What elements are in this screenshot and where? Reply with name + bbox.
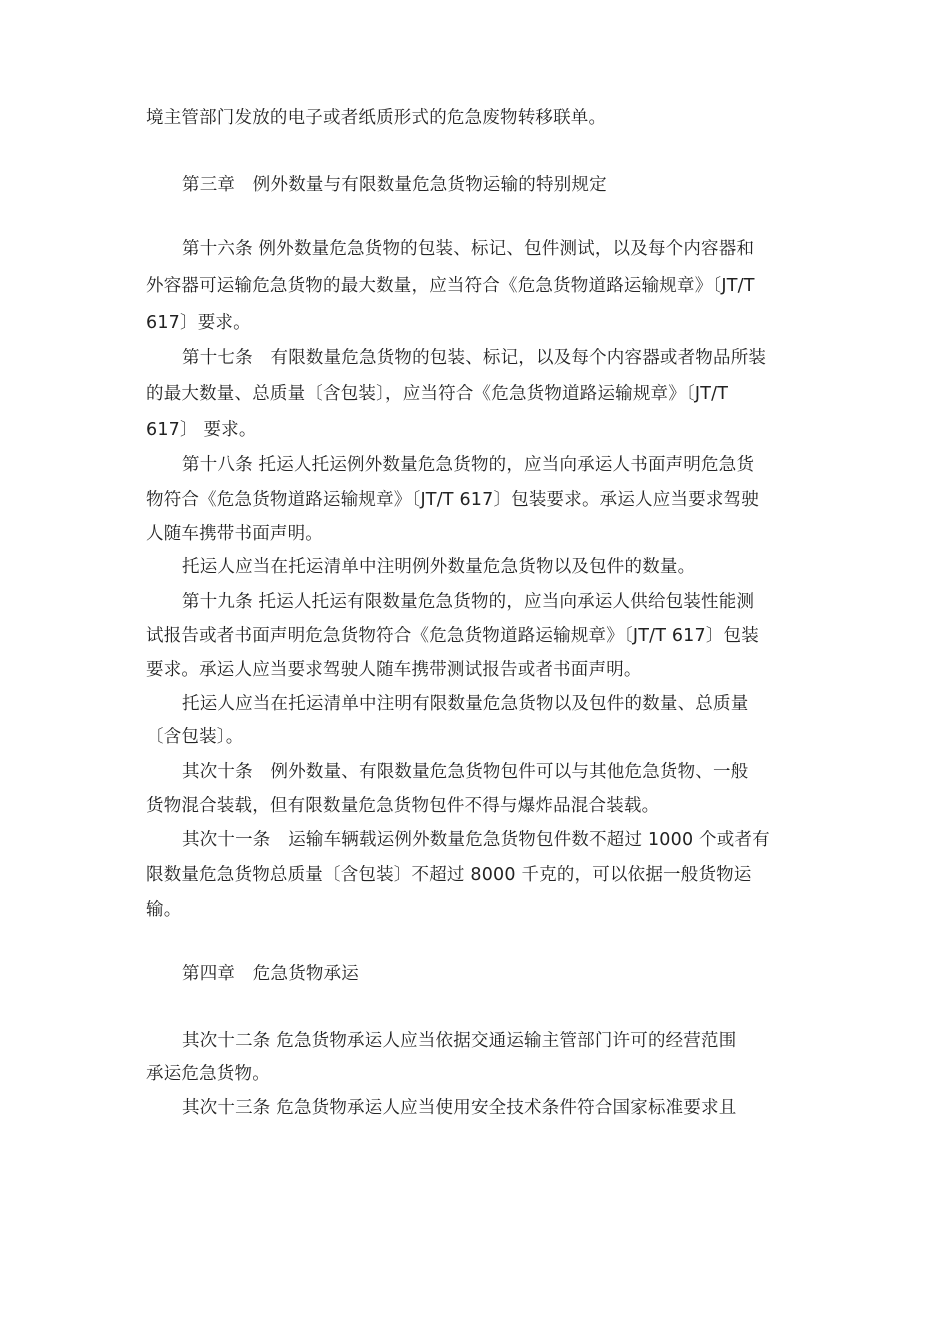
article-line: 第十九条 托运人托运有限数量危急货物的，应当向承运人供给包装性能测 <box>182 592 755 612</box>
paragraph-line: 〔含包装〕。 <box>146 727 244 747</box>
article-line: 其次十三条 危急货物承运人应当使用安全技术条件符合国家标准要求且 <box>182 1098 737 1118</box>
article-line: 第十七条 有限数量危急货物的包装、标记，以及每个内容器或者物品所装 <box>182 348 767 368</box>
paragraph-line: 输。 <box>146 900 182 920</box>
article-line: 其次十二条 危急货物承运人应当依据交通运输主管部门许可的经营范围 <box>182 1031 737 1051</box>
paragraph-line: 的最大数量、总质量〔含包装〕，应当符合《危急货物道路运输规章》〔JT/T <box>146 384 729 404</box>
paragraph-line: 人随车携带书面声明。 <box>146 524 323 544</box>
paragraph-line: 物符合《危急货物道路运输规章》〔JT/T 617〕包装要求。承运人应当要求驾驶 <box>146 490 759 510</box>
paragraph-line: 托运人应当在托运清单中注明有限数量危急货物以及包件的数量、总质量 <box>182 694 749 714</box>
article-line: 其次十一条 运输车辆载运例外数量危急货物包件数不超过 1000 个或者有 <box>182 830 770 850</box>
paragraph-line: 要求。承运人应当要求驾驶人随车携带测试报告或者书面声明。 <box>146 660 642 680</box>
article-line: 第十六条 例外数量危急货物的包装、标记、包件测试，以及每个内容器和 <box>182 239 755 259</box>
paragraph-line: 托运人应当在托运清单中注明例外数量危急货物以及包件的数量。 <box>182 557 696 577</box>
article-line: 第十八条 托运人托运例外数量危急货物的，应当向承运人书面声明危急货 <box>182 455 755 475</box>
paragraph-line: 限数量危急货物总质量〔含包装〕不超过 8000 千克的，可以依据一般货物运 <box>146 865 752 885</box>
paragraph-line: 境主管部门发放的电子或者纸质形式的危急废物转移联单。 <box>146 108 607 128</box>
chapter-heading: 第四章 危急货物承运 <box>182 964 359 984</box>
paragraph-line: 617〕要求。 <box>146 313 251 333</box>
paragraph-line: 试报告或者书面声明危急货物符合《危急货物道路运输规章》〔JT/T 617〕包装 <box>146 626 759 646</box>
paragraph-line: 承运危急货物。 <box>146 1064 270 1084</box>
chapter-heading: 第三章 例外数量与有限数量危急货物运输的特别规定 <box>182 175 607 195</box>
paragraph-line: 617〕 要求。 <box>146 420 257 440</box>
paragraph-line: 外容器可运输危急货物的最大数量，应当符合《危急货物道路运输规章》〔JT/T <box>146 276 755 296</box>
paragraph-line: 货物混合装载，但有限数量危急货物包件不得与爆炸品混合装载。 <box>146 796 660 816</box>
article-line: 其次十条 例外数量、有限数量危急货物包件可以与其他危急货物、一般 <box>182 762 749 782</box>
